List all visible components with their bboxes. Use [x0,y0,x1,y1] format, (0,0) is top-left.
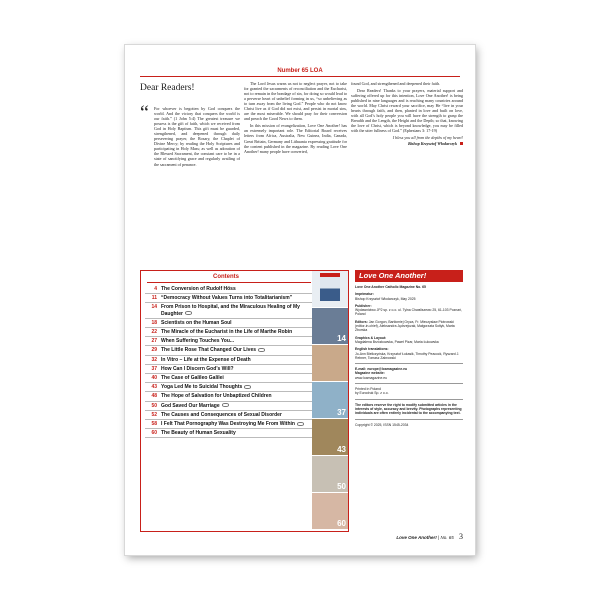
contents-page-number: 43 [151,384,157,391]
translations-value: Jo-Ann Bieliczyńska, Krzysztof Łukasik, Timothy Peacock, Ryszard J. Rebner, Tomasz Zabrowski [355,351,460,360]
thumbnail-page-number: 60 [337,519,346,528]
signature-text: Bishop Krzysztof Włodarczyk [407,140,457,146]
testimony-speech-icon [244,385,251,389]
contents-page-number: 22 [151,329,157,336]
contents-item[interactable] [145,337,313,346]
imprimatur-label: Imprimatur: [355,292,374,297]
testimony-speech-icon [297,422,304,426]
contents-item-title [161,329,313,335]
translations-label: English translations: [355,347,389,352]
end-mark-icon [460,142,463,145]
contents-item-title [161,366,313,372]
page-footer [396,532,463,541]
thumbnail-page-number: 50 [337,482,346,491]
publisher-block [355,304,463,317]
contents-title-text: The Conversion of Rudolf Höss [161,286,236,292]
contents-item[interactable] [145,319,313,328]
printer-name: by Eurodruk Sp. z o.o. [355,391,389,396]
contents-page-number: 37 [151,365,157,372]
article-thumbnail [312,382,348,419]
letter-greeting: Dear Readers! [140,83,195,93]
contents-item-title [161,338,313,344]
email-link[interactable]: E-mail: europe@loamagazine.eu [355,367,408,372]
article-thumbnail [312,456,348,493]
contents-page-number: 60 [151,430,157,437]
letter-column-3 [351,81,463,146]
page-number: 3 [459,532,463,541]
publisher-value: Wydawnictwo JP2 sp. z o.o. ul. Tylna Chwaliszewo 25, 61-103 Poznań, Poland [355,308,462,317]
opening-quote [140,102,240,167]
contents-item[interactable] [145,285,313,294]
contents-item[interactable] [145,402,313,411]
contents-title-text: God Saved Our Marriage [161,402,220,409]
printed-in: Printed in Poland [355,387,381,392]
contact-block [355,367,463,380]
contents-title-text: Scientists on the Human Soul [161,319,232,326]
contents-thumbnails [312,271,348,530]
letter-paragraph: found God, and strengthened and deepened their faith. [351,81,441,86]
footer-issue: No. 65 [440,535,454,540]
contents-item-title [161,286,313,292]
contents-item[interactable] [145,420,313,429]
contents-page-number: 32 [151,356,157,363]
thumbnail-page-number: 37 [337,408,346,417]
contents-page-number: 50 [151,402,157,409]
imprint-line: Love One Another Catholic Magazine No. 65 [355,285,426,289]
testimony-speech-icon [222,403,229,407]
contents-title-text: From Prison to Hospital, and the Miraculous Healing of My Daughter [161,304,300,317]
header-rule [140,76,460,77]
contents-item[interactable] [145,429,313,438]
imprint-divider [355,419,463,420]
letter-paragraph: Dear Readers! Thanks to your prayers, material support and suffering offered up for this intention, Love One Another! is being published in nine languages and is reaching many countries around the world. May Christ reward your sacrifice, may He “live in your hearts through faith, and then, planted in love and built on love, with all God’s holy people you will have the strength to grasp the Breadth and the Length, the Height and the Depth; so that, knowing the love of Christ, which is beyond knowledge, you may be filled with the utter fullness of God.” (Ephesians 3: 17-19) [351,88,463,134]
letter-paragraph: In this mission of evangelization, Love One Another! has an extremely important role. The Editorial Board receives letters from Africa, Australia, New Guinea, India, Canada, Great Britain, Germany and Lithuania expressing gratitude for the content published in the magazine. By reading Love One Another! many people have converted, [244,123,347,154]
imprint-divider [355,363,463,364]
contents-page-number: 58 [151,421,157,428]
contents-item-title [161,384,313,390]
contents-page-number: 40 [151,375,157,382]
contents-title-text: The Case of Galileo Galilei [161,375,224,382]
quote-mark-icon: “ [140,102,149,124]
contents-box [140,270,349,532]
magazine-logo: Love One Another! [355,270,463,282]
footer-magazine: Love One Another! [396,535,437,540]
contents-title-text: The Causes and Consequences of Sexual Disorder [161,411,282,418]
contents-rule [147,282,311,283]
magazine-page [125,45,475,555]
contents-item[interactable] [145,365,313,374]
graphics-block [355,336,463,345]
contents-title-text: The Miracle of the Eucharist in the Life of Marthe Robin [161,329,293,336]
imprint-divider [355,399,463,400]
imprint-text [355,282,463,427]
contents-item[interactable] [145,383,313,392]
contents-title-text: When Suffering Touches You... [161,338,235,345]
contents-title-text: The Beauty of Human Sexuality [161,430,236,437]
editors-value: Jan Gorgon, Bartłomiej Gryza, Fr. Mieczysław Piotrowski (editor-in-chief), Aleksandra Jędrzejczak, Małgorzata Sołtyk, Marta Zborska [355,319,455,333]
contents-item[interactable] [145,411,313,420]
contents-item-title [161,403,313,409]
contents-page-number: 48 [151,393,157,400]
contents-page-number: 27 [151,338,157,345]
contents-title-text: Yoga Led Me to Suicidal Thoughts [161,384,243,391]
letter-signature [351,141,463,146]
contents-page-number: 18 [151,319,157,326]
contents-item-title [161,421,313,427]
contents-title-text: I Felt That Pornography Was Destroying Me From Within [161,421,295,428]
contents-item-title [161,304,313,316]
letter-column-1 [140,81,240,169]
contents-page-number: 11 [151,295,157,302]
contents-item[interactable] [145,294,313,303]
contents-title-text: The Hope of Salvation for Unbaptized Children [161,393,272,400]
imprimatur-value: Bishop Krzysztof Włodarczyk, May 2025 [355,296,416,301]
contents-item-title [161,393,313,399]
editors-label: Editors: [355,319,368,324]
contents-title-text: How Can I Discern God’s Will? [161,365,234,372]
article-thumbnail [312,419,348,456]
contents-title-text: The Little Rose That Changed Our Lives [161,347,257,354]
website-label: Magazine website: [355,371,385,376]
article-thumbnail [312,308,348,345]
magazine-cover-image [320,273,340,301]
contents-item[interactable] [145,392,313,401]
cover-thumbnail [312,271,348,308]
contents-item-title [161,375,313,381]
contents-page-number: 4 [154,286,157,292]
letter-paragraph: For whoever is begotten by God conquers the world. And the victory that conquers the world is our faith.” (1 John 5:4) The greatest treasure we possess is the gift of faith, which we received from God in Holy Baptism. This gift must be guarded, strengthened, and deepened through daily persevering prayer, the Rosary, the Chaplet of Divine Mercy; by reading the Holy Scriptures and participating in Holy Mass; as well as adoration of the Blessed Sacrament, the constant care to be in a state of sanctifying grace and regularly availing of the sacrament of penance. [154,106,240,167]
contents-item[interactable] [145,374,313,383]
footer-separator: | [438,535,440,540]
contents-page-number: 52 [151,411,157,418]
disclaimer: The editors reserve the right to modify submitted articles in the interests of style, accuracy and brevity. Photographs representing individuals are often entirely incidental to the accompanying text. [355,402,462,416]
graphics-label: Graphics & Layout: [355,335,387,340]
editors-block [355,320,463,333]
testimony-speech-icon [185,311,192,315]
article-thumbnail [312,493,348,530]
thumbnail-page-number: 43 [337,445,346,454]
contents-page-number: 14 [151,304,157,311]
contents-item-title [161,357,313,363]
imprint-divider [355,383,463,384]
letter-blessing: I bless you all from the depths of my heart! [392,135,463,141]
letter-column-2 [244,81,347,156]
contents-item-title [161,347,313,353]
contents-item-title [161,295,313,301]
contents-item[interactable] [145,356,313,365]
publisher-label: Publisher: [355,303,372,308]
contents-title-text: “Democracy Without Values Turns into Totalitarianism” [161,295,293,302]
article-thumbnail [312,345,348,382]
contents-title-text: In Vitro – Life at the Expense of Death [161,356,251,363]
contents-title: Contents [213,274,239,280]
copyright: Copyright © 2025, ISSN 1545-2034 [355,422,409,427]
thumbnail-page-number: 14 [337,334,346,343]
translations-block [355,347,463,360]
contents-item-title [161,412,313,418]
website-link[interactable]: www.loamagazine.eu [355,375,388,380]
testimony-speech-icon [258,348,265,352]
graphics-value: Magdalena Brzózkowska, Paweł Pizar, Maria Łukowska [355,339,439,344]
contents-page-number: 29 [151,347,157,354]
contents-item[interactable] [145,303,313,318]
contents-item[interactable] [145,346,313,355]
contents-item[interactable] [145,328,313,337]
printed-block [355,387,463,396]
contents-list [145,285,313,438]
contents-item-title [161,430,313,436]
issue-label: Number 65 LOA [277,68,323,74]
contents-item-title [161,320,313,326]
imprimatur-block [355,292,463,301]
letter-paragraph: The Lord Jesus warns us not to neglect prayer, not to take for granted the sacraments of reconciliation and the Eucharist, not to remain in the bondage of sin, for doing so would lead to a perverse heart of unbelief forming in us, “so unbelieving as to turn away from the living God.” People who do not know Christ live as if God did not exist, and persist in mortal sins, are the most miserable. We should pray for their conversion and preach the Good News to them. [244,81,347,122]
imprint-box [355,270,463,532]
